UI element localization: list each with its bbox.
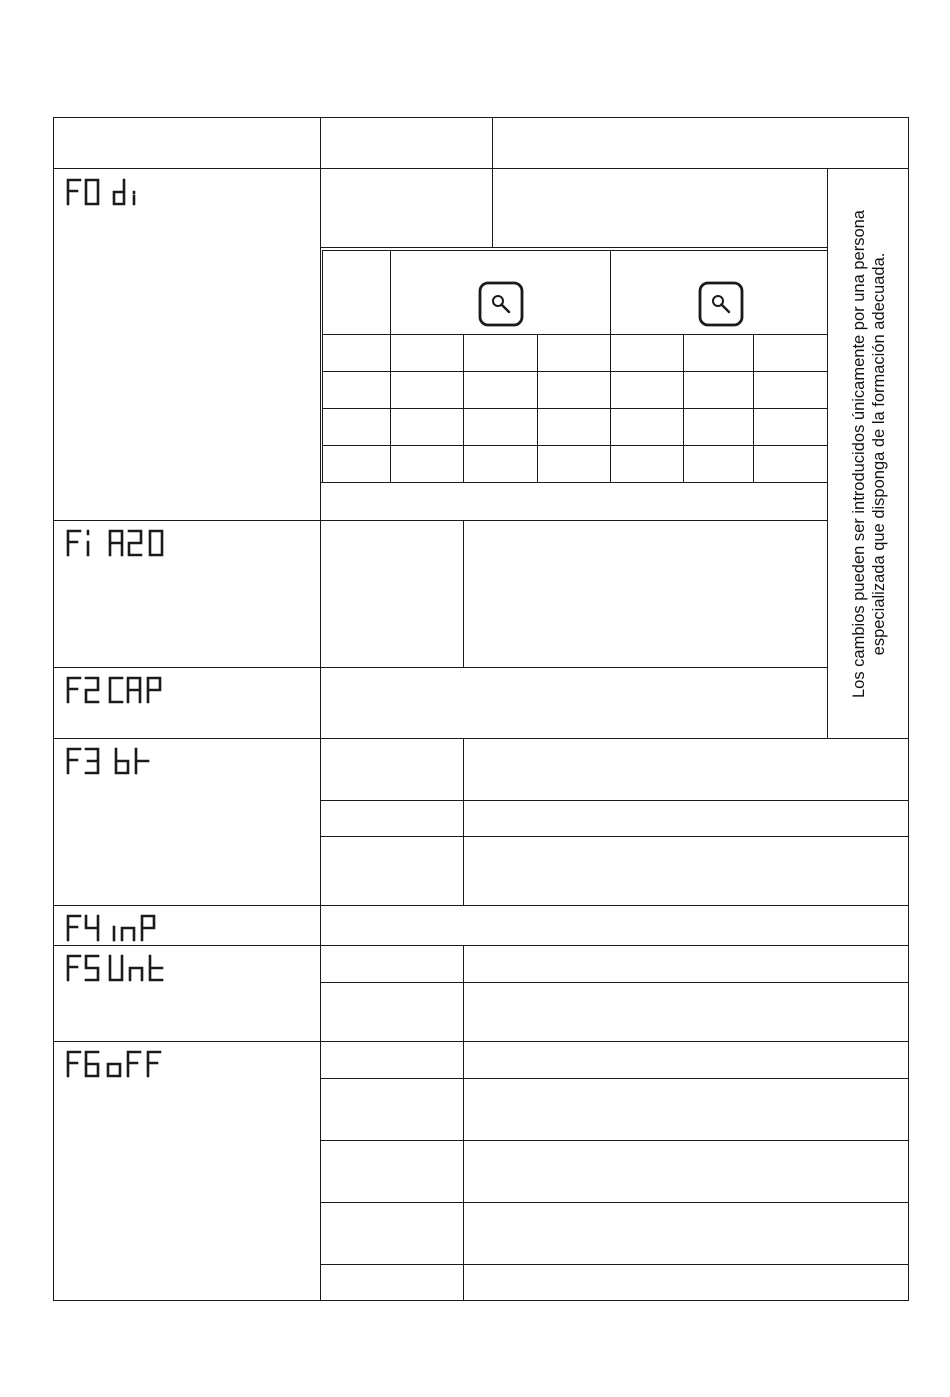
side-note-text: Los cambios pueden ser introducidos únicamente por una persona especializada que disponga de la formación adecuada.: [850, 210, 888, 698]
magnifier-key-icon: [697, 280, 745, 328]
param-code-f5: [66, 954, 170, 982]
param-code-f1: [66, 529, 170, 557]
magnifier-key-icon: [477, 280, 525, 328]
param-code-f0: [66, 178, 146, 206]
param-code-f2: [66, 676, 170, 704]
param-code-f3: [66, 747, 152, 775]
param-code-f6: [66, 1050, 170, 1078]
param-code-f4: [66, 914, 166, 942]
side-note: [830, 170, 908, 738]
